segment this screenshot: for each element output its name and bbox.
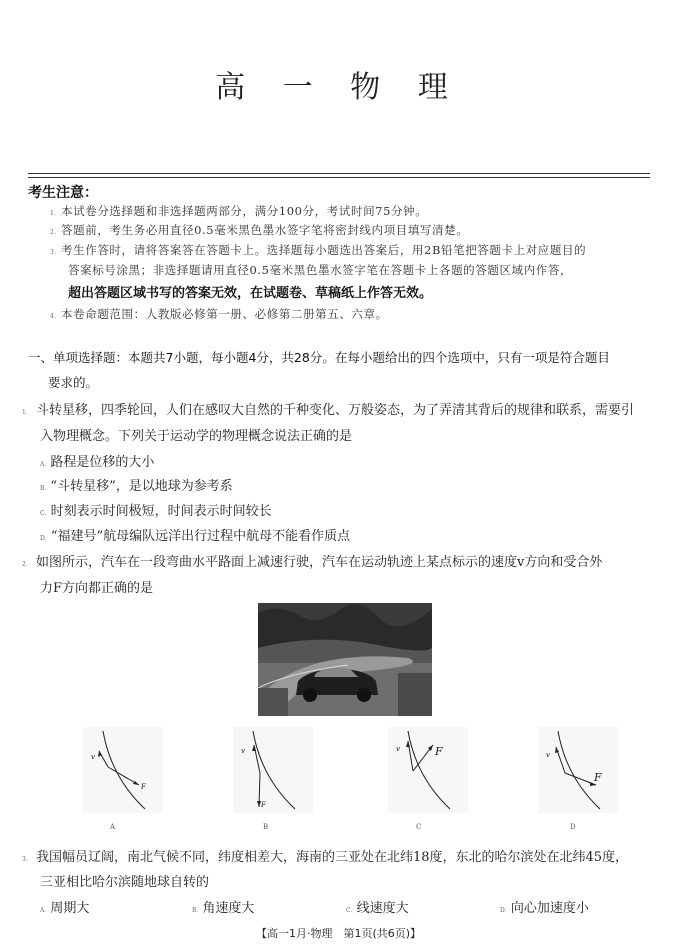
- question-1: 1． 斗转星移，四季轮回，人们在感叹大自然的千种变化、万般姿态，为了弄清其背后的规律和联系，需要引: [22, 403, 634, 418]
- notice-item-3: 3．考生作答时，请将答案答在答题卡上。选择题每小题选出答案后，用2B铅笔把答题卡上对应题目的: [50, 243, 587, 257]
- svg-text:F: F: [141, 783, 146, 791]
- question-2: 2． 如图所示，汽车在一段弯曲水平路面上减速行驶，汽车在运动轨迹上某点标示的速度v方向和受合外: [22, 555, 603, 570]
- notice-heading: 考生注意：: [28, 185, 98, 201]
- notice-item-3-cont: 答案标号涂黑；非选择题请用直径0.5毫米黑色墨水签字笔在答题卡上各题的答题区域内作答，: [68, 263, 573, 277]
- q1-option-a: A．路程是位移的大小: [40, 455, 155, 470]
- notice-item-1: 1．本试卷分选择题和非选择题两部分，满分100分，考试时间75分钟。: [50, 204, 428, 218]
- svg-text:F: F: [435, 745, 443, 758]
- svg-text:F: F: [261, 801, 266, 809]
- svg-text:v: v: [241, 747, 245, 755]
- q3-option-c: C．线速度大: [346, 901, 409, 916]
- question-3: 3． 我国幅员辽阔，南北气候不同，纬度相差大，海南的三亚处在北纬18度，东北的哈尔滨处在北纬45度，: [22, 850, 629, 865]
- page-footer: 【高一1月·物理 第1页(共6页)】: [255, 927, 422, 940]
- diagram-d-label: D: [570, 823, 576, 831]
- diagram-b: [233, 727, 313, 817]
- diagram-b-label: B: [263, 823, 269, 831]
- notice-item-3-warning: 超出答题区域书写的答案无效，在试题卷、草稿纸上作答无效。: [68, 286, 433, 301]
- diagram-d: [538, 727, 618, 817]
- q1-option-c: C．时刻表示时间极短，时间表示时间较长: [40, 504, 272, 519]
- q3-option-d: D．向心加速度小: [500, 901, 589, 916]
- svg-text:F: F: [594, 771, 602, 784]
- diagram-a: [83, 727, 163, 817]
- question-2-cont: 力F方向都正确的是: [40, 581, 154, 596]
- car-photo: [258, 603, 432, 716]
- diagram-a-label: A: [110, 823, 116, 831]
- q1-option-b: B．“斗转星移”，是以地球为参考系: [40, 479, 233, 494]
- q3-option-a: A．周期大: [40, 901, 90, 916]
- divider: [28, 173, 650, 174]
- svg-text:v: v: [91, 753, 95, 761]
- q1-option-d: D．“福建号”航母编队远洋出行过程中航母不能看作质点: [40, 529, 351, 544]
- divider: [28, 177, 650, 178]
- question-3-cont: 三亚相比哈尔滨随地球自转的: [40, 875, 210, 890]
- svg-text:v: v: [546, 751, 550, 759]
- diagram-c-label: C: [416, 823, 422, 831]
- section-heading: 一、单项选择题：本题共7小题，每小题4分，共28分。在每小题给出的四个选项中，只有一项是符合题目: [28, 350, 610, 365]
- page-title: 高 一 物 理: [215, 70, 462, 105]
- svg-text:v: v: [396, 745, 400, 753]
- question-1-cont: 入物理概念。下列关于运动学的物理概念说法正确的是: [40, 429, 353, 444]
- diagram-c: [388, 727, 468, 817]
- notice-item-2: 2．答题前，考生务必用直径0.5毫米黑色墨水签字笔将密封线内项目填写清楚。: [50, 223, 469, 237]
- q3-option-b: B．角速度大: [192, 901, 255, 916]
- notice-item-4: 4．本卷命题范围：人教版必修第一册、必修第二册第五、六章。: [50, 307, 388, 321]
- section-heading-cont: 要求的。: [48, 375, 99, 390]
